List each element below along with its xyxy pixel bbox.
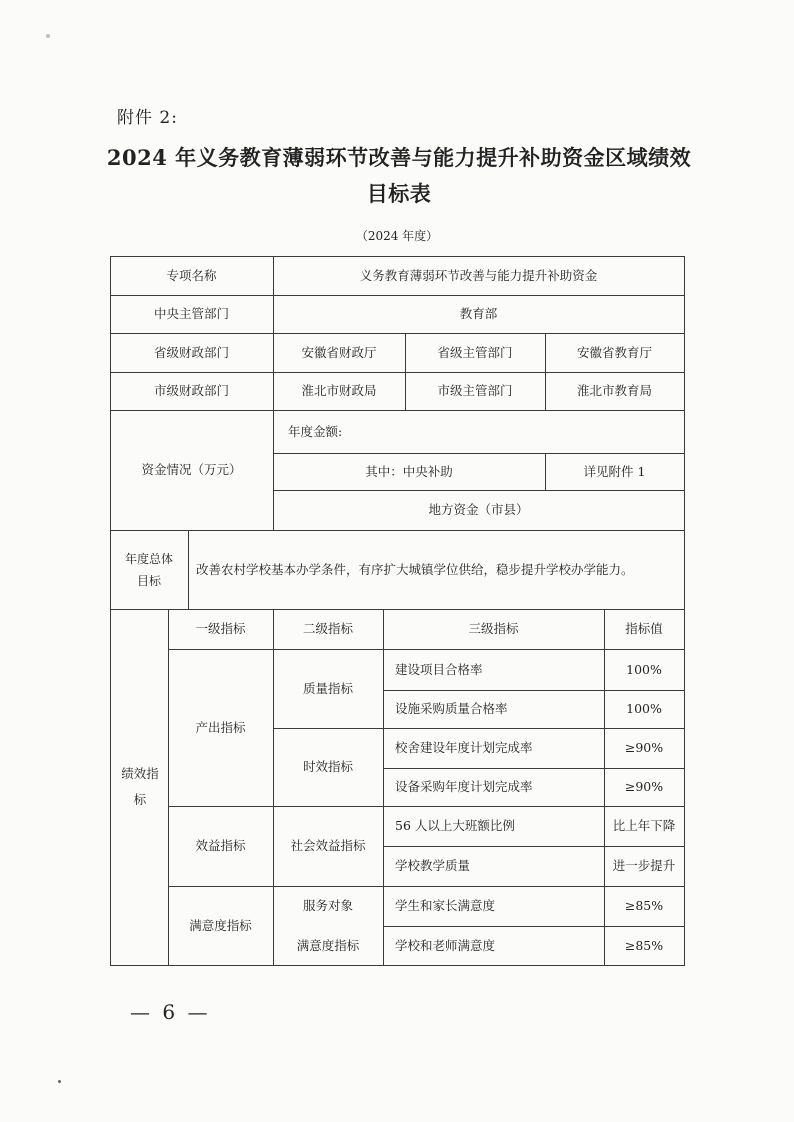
header-level3: 三级指标 [468,621,519,636]
central-subsidy-value: 详见附件 1 [583,463,646,479]
prov-finance-value: 安徽省财政厅 [301,344,377,360]
indicator-value: 100% [626,701,662,716]
year-note: （2024 年度） [355,229,439,243]
attachment-label: 附件 2: [117,108,178,128]
table-row: 学校和老师满意度 [395,937,496,953]
table-row: 56 人以上大班额比例 [395,818,515,833]
indicator-value: ≥90% [624,779,664,794]
table-row: 学校教学质量 [395,858,471,873]
performance-label: 绩效指标 [121,766,159,807]
satisfaction-indicator-label: 满意度指标 [189,917,252,933]
project-name-value: 义务教育薄弱环节改善与能力提升补助资金 [359,267,598,283]
service-object-label: 服务对象 [302,898,353,913]
annual-goal-text: 改善农村学校基本办学条件，有序扩大城镇学位供给，稳步提升学校办学能力。 [196,561,634,577]
timeliness-indicator-label: 时效指标 [302,759,353,774]
prov-dept-value: 安徽省教育厅 [576,344,652,360]
prov-dept-label: 省级主管部门 [437,344,513,360]
benefit-indicator-label: 效益指标 [195,838,246,853]
table-row: 设施采购质量合格率 [395,701,508,716]
city-finance-label: 市级财政部门 [153,383,229,398]
city-dept-label: 市级主管部门 [437,383,513,398]
service-satisfaction-label: 满意度指标 [296,937,360,953]
funds-label: 资金情况（万元） [141,462,242,477]
project-name-label: 专项名称 [166,267,217,283]
document-title: 2024 年义务教育薄弱环节改善与能力提升补助资金区域绩效目标表 [106,145,692,206]
table-row: 设备采购年度计划完成率 [395,779,533,794]
city-finance-value: 淮北市财政局 [301,383,377,398]
indicator-value: ≥85% [624,898,664,913]
table-row: 建设项目合格率 [395,661,483,677]
local-funds-label: 地方资金（市县） [428,502,529,517]
prov-finance-label: 省级财政部门 [153,344,229,360]
central-dept-value: 教育部 [459,306,498,321]
social-benefit-label: 社会效益指标 [290,838,366,853]
central-subsidy-label: 其中：中央补助 [365,463,453,479]
city-dept-value: 淮北市教育局 [576,383,652,398]
scan-speck [58,1080,61,1083]
annual-amount-label: 年度金额: [288,423,343,439]
central-dept-label: 中央主管部门 [153,306,229,321]
indicator-value: ≥85% [624,937,664,953]
output-indicator-label: 产出指标 [195,719,246,735]
header-value: 指标值 [625,621,663,636]
table-row: 学生和家长满意度 [395,898,496,913]
header-level1: 一级指标 [195,621,246,636]
indicator-value: ≥90% [624,740,664,755]
indicator-value: 比上年下降 [612,818,676,833]
quality-indicator-label: 质量指标 [302,680,353,696]
indicator-value: 100% [626,661,662,677]
header-level2: 二级指标 [302,621,353,636]
indicator-value: 进一步提升 [612,858,676,873]
page-number: — 6 — [130,1000,211,1024]
table-row: 校舍建设年度计划完成率 [395,740,533,755]
annual-goal-label: 年度总体目标 [124,551,173,588]
scan-speck [46,34,50,38]
